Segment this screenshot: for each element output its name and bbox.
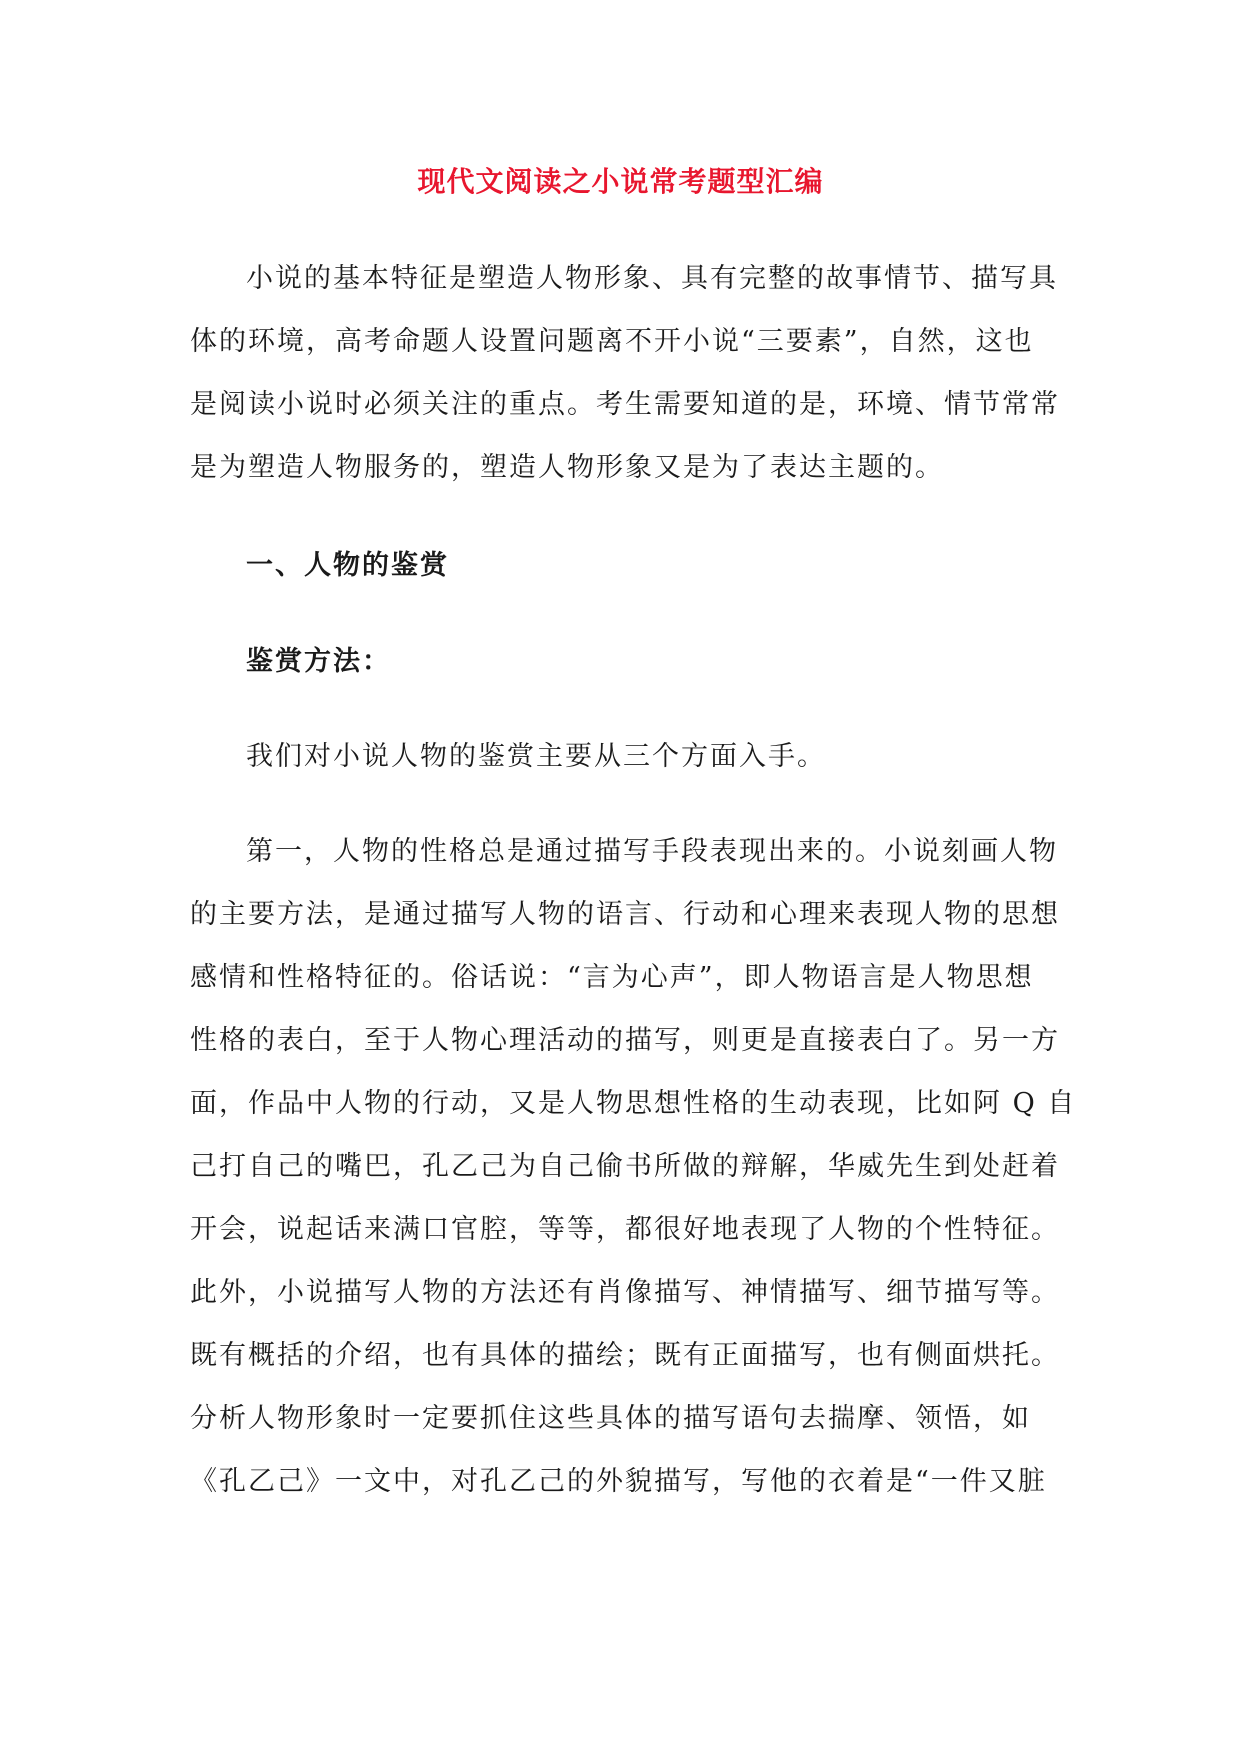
document-title: 现代文阅读之小说常考题型汇编 [417, 165, 824, 198]
paragraph-line: 《孔乙己》一文中，对孔乙己的外貌描写，写他的衣着是“一件又脏 [190, 1466, 1047, 1497]
intro-paragraph [190, 247, 1062, 499]
paragraph-line: 性格的表白，至于人物心理活动的描写，则更是直接表白了。另一方 [190, 1025, 1060, 1056]
paragraph-line: 既有概括的介绍，也有具体的描绘；既有正面描写，也有侧面烘托。 [190, 1340, 1060, 1371]
lead-paragraph [190, 725, 1062, 788]
intro-line: 是阅读小说时必须关注的重点。考生需要知道的是，环境、情节常常 [190, 389, 1060, 420]
lead-line: 我们对小说人物的鉴赏主要从三个方面入手。 [246, 741, 826, 772]
paragraph-line: 此外，小说描写人物的方法还有肖像描写、神情描写、细节描写等。 [190, 1277, 1060, 1308]
paragraph-line: 感情和性格特征的。俗话说：“言为心声”，即人物语言是人物思想 [190, 962, 1034, 993]
sub-heading: 鉴赏方法： [246, 646, 391, 677]
section-heading: 一、人物的鉴赏 [246, 550, 449, 581]
paragraph-line: 分析人物形象时一定要抓住这些具体的描写语句去揣摩、领悟，如 [190, 1403, 1031, 1434]
intro-line: 体的环境，高考命题人设置问题离不开小说“三要素”，自然，这也 [190, 326, 1034, 357]
paragraph-line: 开会，说起话来满口官腔，等等，都很好地表现了人物的个性特征。 [190, 1214, 1060, 1245]
intro-line: 是为塑造人物服务的，塑造人物形象又是为了表达主题的。 [190, 452, 944, 483]
paragraph-line: 面，作品中人物的行动，又是人物思想性格的生动表现，比如阿 Q 自 [190, 1088, 1077, 1119]
paragraph-line: 己打自己的嘴巴，孔乙己为自己偷书所做的辩解，华威先生到处赶着 [190, 1151, 1060, 1182]
paragraph-line: 的主要方法，是通过描写人物的语言、行动和心理来表现人物的思想 [190, 899, 1060, 930]
first-point-paragraph [190, 820, 1077, 1513]
paragraph-line: 第一，人物的性格总是通过描写手段表现出来的。小说刻画人物 [246, 836, 1058, 867]
intro-line: 小说的基本特征是塑造人物形象、具有完整的故事情节、描写具 [246, 263, 1058, 294]
